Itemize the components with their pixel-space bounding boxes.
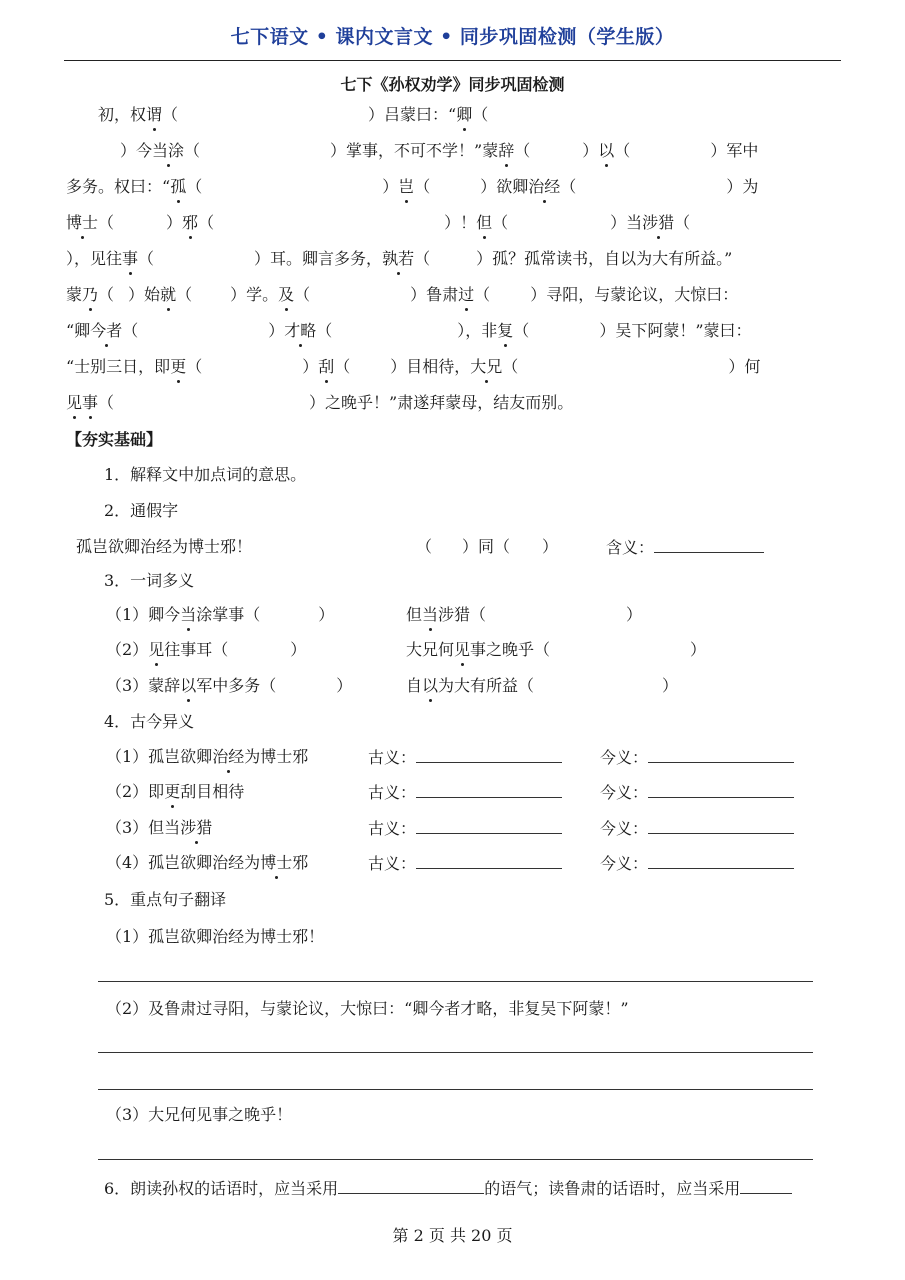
question-5-sentence-1: （1）孤岂欲卿治经为博士邪！ (106, 927, 325, 946)
dotted-word: 见 (66, 393, 83, 412)
dotted-word: 涉猎 (642, 213, 675, 232)
dotted-word: 卿 (456, 105, 473, 124)
question-3-title: 3．一词多义 (104, 571, 195, 590)
question-5-sentence-3: （3）大兄何见事之晚乎！ (106, 1105, 293, 1124)
question-2-meaning: 含义： (606, 536, 764, 558)
dotted-word: 岂 (398, 177, 415, 196)
answer-line[interactable] (98, 1089, 813, 1090)
answer-blank[interactable] (654, 536, 764, 553)
question-6: 6．朗读孙权的话语时，应当采用 的语气；读鲁肃的话语时，应当采用 (104, 1177, 792, 1199)
answer-blank[interactable] (740, 1177, 792, 1194)
answer-blank[interactable] (648, 852, 794, 869)
dotted-word: 以 (180, 676, 197, 695)
question-4-row-2-answers: 古义： 今义： (368, 781, 794, 803)
dotted-word: 事 (82, 393, 99, 412)
question-4-row-3: （3）但当涉猎 (106, 818, 213, 837)
answer-line[interactable] (98, 981, 813, 982)
dotted-word: 但 (476, 213, 493, 232)
dotted-word: 当涂 (152, 141, 185, 160)
question-5-title: 5．重点句子翻译 (104, 890, 227, 909)
dotted-word: 博士 (260, 853, 293, 872)
dotted-word: 复 (497, 321, 514, 340)
dotted-word: 以 (422, 676, 439, 695)
passage-line-5: ），见往事（ ）耳。卿言多务，孰若（ ）孤？孤常读书，自以为大有所益。” (66, 249, 733, 268)
dotted-word: 涉猎 (180, 818, 213, 837)
question-4-row-1-answers: 古义： 今义： (368, 746, 794, 768)
answer-blank[interactable] (416, 852, 562, 869)
answer-blank[interactable] (416, 746, 562, 763)
question-2-blanks: （ ）同（ ） (416, 537, 559, 556)
question-3-row-3-left: （3）蒙辞以军中多务（ ） (106, 676, 353, 695)
passage-line-4: 博士（ ）邪（ ）！但（ ）当涉猎（ (66, 213, 691, 232)
passage-line-3: 多务。权曰：“孤（ ）岂（ ）欲卿治经（ ）为 (66, 177, 759, 196)
answer-blank[interactable] (416, 781, 562, 798)
answer-blank[interactable] (648, 746, 794, 763)
passage-line-1: 初，权谓（ ）吕蒙曰：“卿（ (98, 105, 489, 124)
dotted-word: 以 (598, 141, 615, 160)
dotted-word: 谓 (146, 105, 163, 124)
passage-line-2: ）今当涂（ ）掌事，不可不学！”蒙辞（ ）以（ ）军中 (120, 141, 759, 160)
dotted-word: 过 (458, 285, 475, 304)
question-4-row-2: （2）即更刮目相待 (106, 782, 245, 801)
dotted-word: 更 (164, 782, 181, 801)
dotted-word: 当 (422, 605, 439, 624)
page-number: 第 2 页 共 20 页 (392, 1226, 513, 1245)
dotted-word: 就 (160, 285, 177, 304)
question-2-title: 2．通假字 (104, 501, 179, 520)
dotted-word: 大兄 (470, 357, 503, 376)
dotted-word: 治经 (528, 177, 561, 196)
dotted-word: 才略 (284, 321, 317, 340)
dotted-word: 治经 (212, 747, 245, 766)
dotted-word: 博士 (66, 213, 99, 232)
question-2-sentence: 孤岂欲卿治经为博士邪！ (76, 537, 253, 556)
answer-line[interactable] (98, 1052, 813, 1053)
passage-line-9: 见事（ ）之晚乎！”肃遂拜蒙母，结友而别。 (66, 393, 574, 412)
question-3-row-1-right: 但当涉猎（ ） (406, 605, 643, 624)
question-4-row-4-answers: 古义： 今义： (368, 852, 794, 874)
question-5-sentence-2: （2）及鲁肃过寻阳，与蒙论议，大惊曰：“卿今者才略，非复吴下阿蒙！” (106, 999, 629, 1018)
answer-blank[interactable] (648, 817, 794, 834)
section-title: 【夯实基础】 (66, 430, 163, 449)
question-4-row-3-answers: 古义： 今义： (368, 817, 794, 839)
doc-title: 七下《孙权劝学》同步巩固检测 (340, 75, 565, 94)
question-4-row-4: （4）孤岂欲卿治经为博士邪 (106, 853, 309, 872)
question-3-row-1-left: （1）卿今当涂掌事（ ） (106, 605, 335, 624)
question-3-row-2-right: 大兄何见事之晚乎（ ） (406, 640, 707, 659)
dotted-word: 乃 (82, 285, 99, 304)
dotted-word: 及 (278, 285, 295, 304)
dotted-word: 孤 (170, 177, 187, 196)
dotted-word: 刮 (318, 357, 335, 376)
dotted-word: 见 (454, 640, 471, 659)
question-1: 1．解释文中加点词的意思。 (104, 465, 307, 484)
dotted-word: 更 (170, 357, 187, 376)
dotted-word: 今者 (90, 321, 123, 340)
passage-line-7: “卿今者（ ）才略（ ），非复（ ）吴下阿蒙！”蒙曰： (66, 321, 752, 340)
answer-blank[interactable] (416, 817, 562, 834)
question-4-row-1: （1）孤岂欲卿治经为博士邪 (106, 747, 309, 766)
dotted-word: 邪 (182, 213, 199, 232)
answer-line[interactable] (98, 1159, 813, 1160)
answer-blank[interactable] (648, 781, 794, 798)
header-divider (64, 60, 841, 61)
dotted-word: 辞 (498, 141, 515, 160)
dotted-word: 事 (122, 249, 139, 268)
question-3-row-3-right: 自以为大有所益（ ） (406, 676, 679, 695)
dotted-word: 见 (148, 640, 165, 659)
passage-line-6: 蒙乃（ ）始就（ ）学。及（ ）鲁肃过（ ）寻阳，与蒙论议，大惊曰： (66, 285, 739, 304)
dotted-word: 当 (180, 605, 197, 624)
header-title: 七下语文 • 课内文言文 • 同步巩固检测（学生版） (230, 26, 675, 48)
question-4-title: 4．古今异义 (104, 712, 195, 731)
answer-blank[interactable] (338, 1177, 484, 1194)
dotted-word: 孰若 (382, 249, 415, 268)
question-3-row-2-left: （2）见往事耳（ ） (106, 640, 307, 659)
passage-line-8: “士别三日，即更（ ）刮（ ）目相待，大兄（ ）何 (66, 357, 761, 376)
